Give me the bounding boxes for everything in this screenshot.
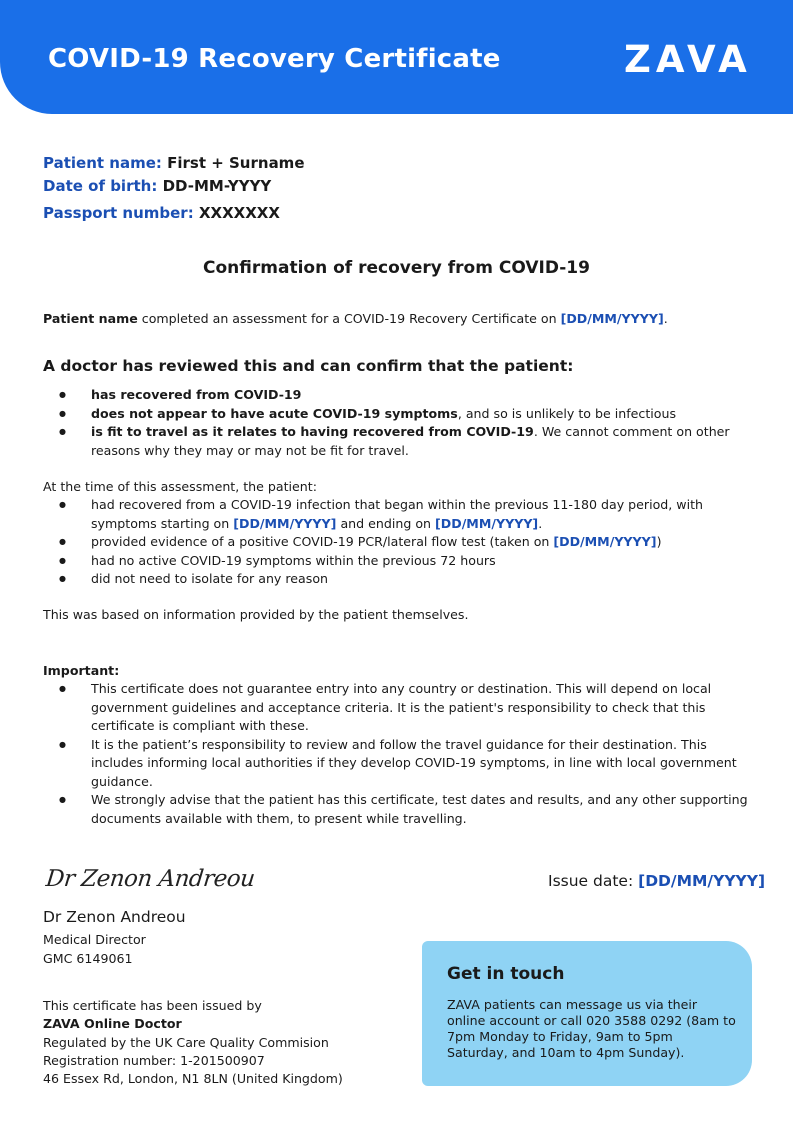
list-item: [43, 552, 753, 571]
assessment-item-1-end: .: [538, 515, 543, 531]
assessment-item-1-text: had recovered from a COVID-19 infection that began within the previous 11-180 day period, with symptoms starting on: [91, 497, 704, 531]
important-list: [43, 680, 753, 828]
list-item: [43, 736, 753, 792]
list-item: [43, 386, 753, 405]
list-item: [43, 496, 753, 533]
patient-info: [43, 154, 305, 227]
issuer-registration: Registration number: 1-201500907: [43, 1052, 265, 1068]
assessment-item-2-end: ): [656, 534, 662, 549]
patient-name-label: Patient name:: [43, 154, 162, 172]
confirm-item-2-text: , and so is unlikely to be infectious: [457, 405, 677, 421]
contact-text: ZAVA patients can message us via their online account or call 020 3588 0292 (8am to 7pm Monday to Friday, 9am to 5pm Saturday, and 10am to 4pm Sunday).: [447, 997, 736, 1060]
passport-label: Passport number:: [43, 204, 194, 222]
doctor-confirm-list: [43, 386, 753, 460]
document-title: Confirmation of recovery from COVID-19: [203, 258, 590, 278]
list-item: [43, 533, 753, 552]
confirm-item-1: has recovered from COVID-19: [91, 387, 302, 402]
doctor-gmc: GMC 6149061: [43, 950, 133, 966]
contact-title: Get in touch: [447, 964, 565, 984]
assessment-item-1-mid: and ending on: [336, 515, 436, 531]
issue-date-value: [DD/MM/YYYY]: [638, 872, 766, 890]
assessment-item-2-text: provided evidence of a positive COVID-19 PCR/lateral flow test (taken on: [91, 534, 554, 549]
patient-name-value: First + Surname: [167, 154, 305, 172]
important-item-1: This certificate does not guarantee entry into any country or destination. This will depend on local government guidelines and acceptance criteria. It is the patient's responsibility to check that this certificate is compliant with these.: [91, 681, 712, 733]
important-item-2: It is the patient’s responsibility to review and follow the travel guidance for their destination. This includes informing local authorities if they develop COVID-19 symptoms, in line with local government guidance.: [91, 736, 737, 789]
assessment-item-4: did not need to isolate for any reason: [91, 571, 328, 586]
header-banner: [0, 0, 793, 114]
list-item: [43, 680, 753, 736]
confirm-item-2-bold: does not appear to have acute COVID-19 symptoms: [91, 405, 458, 421]
certificate-title: COVID-19 Recovery Certificate: [48, 44, 501, 74]
list-item: [43, 791, 753, 828]
patient-name-row: [43, 154, 305, 177]
doctor-details: [43, 931, 146, 968]
test-date: [DD/MM/YYYY]: [553, 534, 657, 549]
doctor-name: Dr Zenon Andreou: [43, 908, 186, 926]
passport-row: [43, 204, 305, 227]
intro-paragraph: [43, 310, 668, 329]
intro-date: [DD/MM/YYYY]: [560, 311, 664, 326]
important-heading: Important:: [43, 663, 120, 678]
assessment-list: [43, 496, 753, 589]
confirm-item-3-text: . We cannot comment on other reasons why they may or may not be fit for travel.: [91, 424, 730, 458]
dob-value: DD-MM-YYYY: [162, 177, 272, 195]
doctor-role: Medical Director: [43, 932, 146, 947]
issue-date-label: Issue date:: [548, 872, 639, 890]
list-item: [43, 423, 753, 460]
zava-logo: ZAVA: [624, 38, 752, 81]
list-item: [43, 570, 753, 589]
issuer-details: [43, 997, 343, 1088]
basis-statement: This was based on information provided by the patient themselves.: [43, 607, 469, 622]
confirm-item-3-bold: is fit to travel as it relates to having recovered from COVID-19: [91, 424, 534, 439]
dob-label: Date of birth:: [43, 177, 158, 195]
intro-patient-name: Patient name: [43, 311, 138, 326]
symptom-start-date: [DD/MM/YYYY]: [233, 515, 337, 531]
issuer-address: 46 Essex Rd, London, N1 8LN (United Kingdom): [43, 1071, 343, 1087]
doctor-confirm-heading: A doctor has reviewed this and can confirm that the patient:: [43, 357, 574, 375]
passport-value: XXXXXXX: [198, 204, 280, 222]
issuer-regulator: Regulated by the UK Care Quality Commision: [43, 1034, 329, 1050]
issuer-line-1: This certificate has been issued by: [43, 998, 262, 1013]
symptom-end-date: [DD/MM/YYYY]: [435, 515, 539, 531]
contact-box: [422, 941, 752, 1086]
list-item: [43, 405, 753, 424]
dob-row: [43, 177, 305, 200]
assessment-lead: At the time of this assessment, the patient:: [43, 479, 317, 494]
handwritten-signature: Dr Zenon Andreou: [44, 866, 256, 892]
important-item-3: We strongly advise that the patient has this certificate, test dates and results, and any other supporting documents available with them, to present while travelling.: [91, 792, 748, 826]
intro-end: .: [663, 311, 668, 326]
issue-date: [548, 872, 765, 890]
issuer-name: ZAVA Online Doctor: [43, 1016, 182, 1032]
intro-text: completed an assessment for a COVID-19 Recovery Certificate on: [137, 311, 561, 326]
assessment-item-3: had no active COVID-19 symptoms within the previous 72 hours: [91, 552, 496, 568]
